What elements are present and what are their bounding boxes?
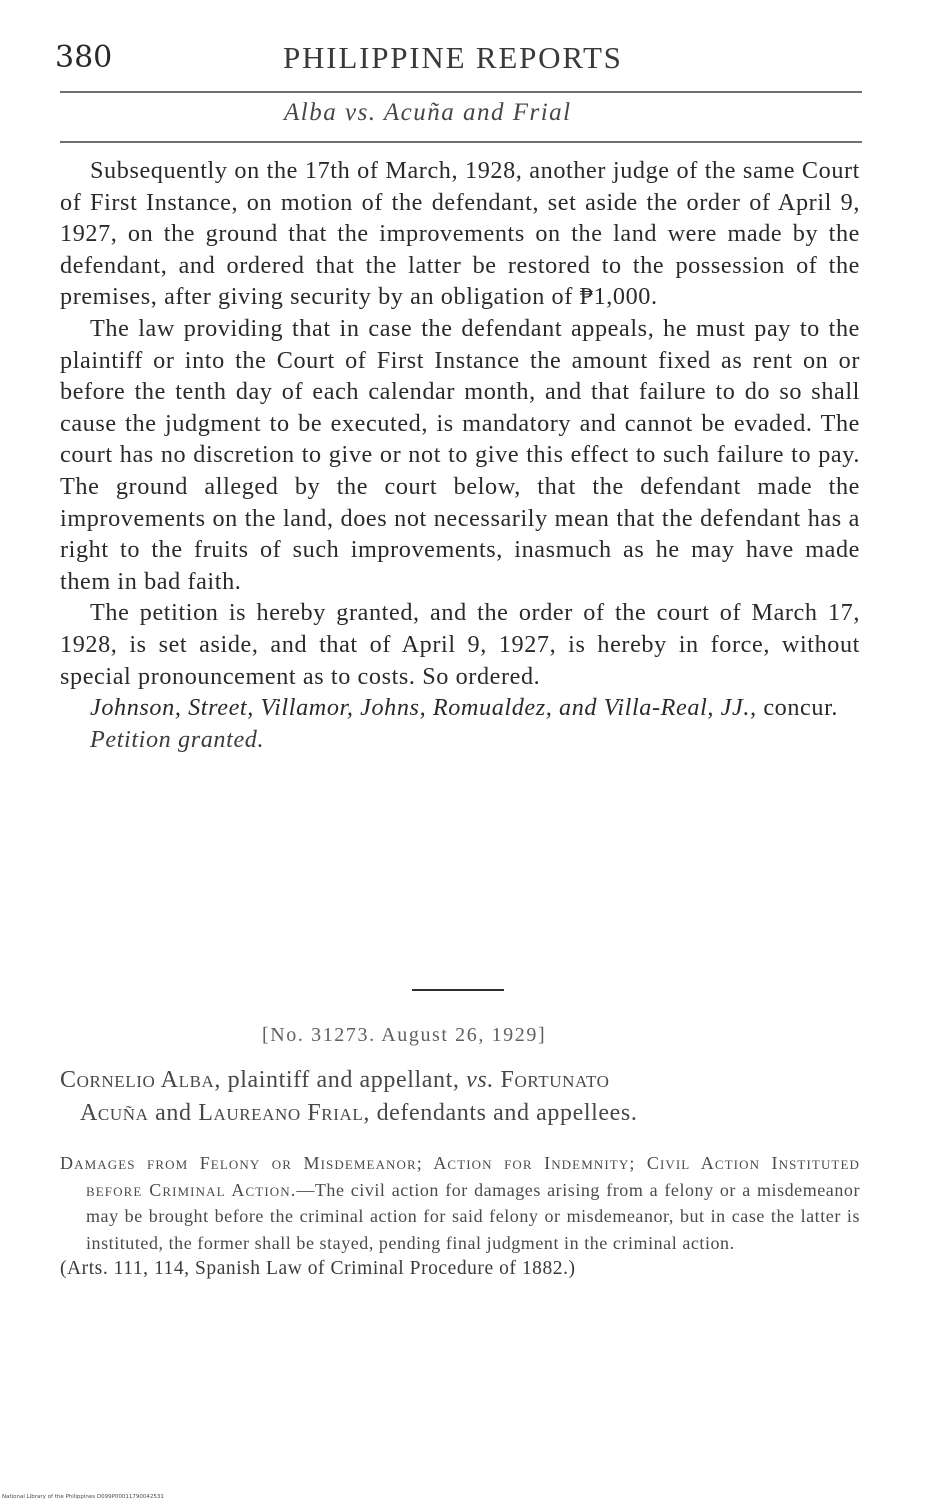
running-title: PHILIPPINE REPORTS bbox=[283, 40, 623, 75]
versus: vs. bbox=[466, 1067, 494, 1093]
syllabus bbox=[60, 1150, 860, 1283]
decision-body bbox=[60, 155, 860, 755]
library-stamp: National Library of the Philippines D099P00011790042531 bbox=[2, 1494, 164, 1500]
syllabus-paragraph bbox=[60, 1150, 860, 1283]
syllabus-headnote: Damages from Felony or Misdemeanor; Action for Indemnity; Civil Action Instituted before Criminal Action. bbox=[60, 1153, 860, 1200]
paragraph: The law providing that in case the defendant appeals, he must pay to the plaintiff or into the Court of First Instance the amount fixed as rent on or before the tenth day of each calendar month, and that failure to do so shall cause the judgment to be executed, is mandatory and cannot be evaded. The court has no discretion to give or not to give this effect to such failure to pay. The ground alleged by the court below, that the defendant made the improvements on the land, does not necessarily mean that the defendant has a right to the fruits of such improvements, inasmuch as he may have made them in bad faith. bbox=[60, 314, 860, 595]
parties-line-1 bbox=[60, 1064, 870, 1097]
defendant-name-2: Acuña bbox=[80, 1100, 149, 1126]
syllabus-citation: (Arts. 111, 114, Spanish Law of Criminal Procedure of 1882.) bbox=[60, 1258, 576, 1279]
defendant-name-3: Laureano Frial bbox=[198, 1100, 364, 1126]
case-number: [No. 31273. August 26, 1929] bbox=[262, 1024, 547, 1046]
header-rule-top bbox=[60, 91, 862, 93]
header-rule-bottom bbox=[60, 141, 862, 143]
concurrence bbox=[60, 692, 860, 724]
paragraph: Subsequently on the 17th of March, 1928, another judge of the same Court of First Instance, on motion of the defendant, set aside the order of April 9, 1927, on the ground that the improvements on the land were made by the defendant, and ordered that the latter be restored to the possession of the premises, after giving security by an obligation of ₱1,000. bbox=[60, 157, 860, 311]
case-parties bbox=[60, 1064, 870, 1130]
page-header bbox=[55, 38, 865, 86]
case-separator bbox=[412, 989, 504, 991]
case-subtitle: Alba vs. Acuña and Frial bbox=[284, 99, 572, 126]
defendant-role: , defendants and appellees. bbox=[363, 1100, 638, 1126]
paragraph: The petition is hereby granted, and the order of the court of March 17, 1928, is set aside, and that of April 9, 1927, is hereby in force, without special pronouncement as to costs. So ordered. bbox=[60, 599, 860, 690]
parties-line-2 bbox=[60, 1097, 870, 1130]
ruling: Petition granted. bbox=[90, 725, 265, 753]
page-number: 380 bbox=[55, 40, 113, 75]
plaintiff-role: , plaintiff and appellant, bbox=[214, 1067, 460, 1093]
defendant-name-1: Fortunato bbox=[500, 1067, 610, 1093]
concurring-justices: Johnson, Street, Villamor, Johns, Romualdez, and Villa-Real, JJ., bbox=[90, 694, 757, 722]
plaintiff-name: Cornelio Alba bbox=[60, 1067, 215, 1093]
syllabus-text: —The civil action for damages arising from a felony or a misdemeanor may be brought before the criminal action for said felony or misdemeanor, but in case the latter is instituted, the former shall be stayed, pending final judgment in the criminal action. bbox=[86, 1179, 860, 1253]
concur-word: concur. bbox=[763, 694, 839, 722]
and-word: and bbox=[155, 1100, 192, 1126]
